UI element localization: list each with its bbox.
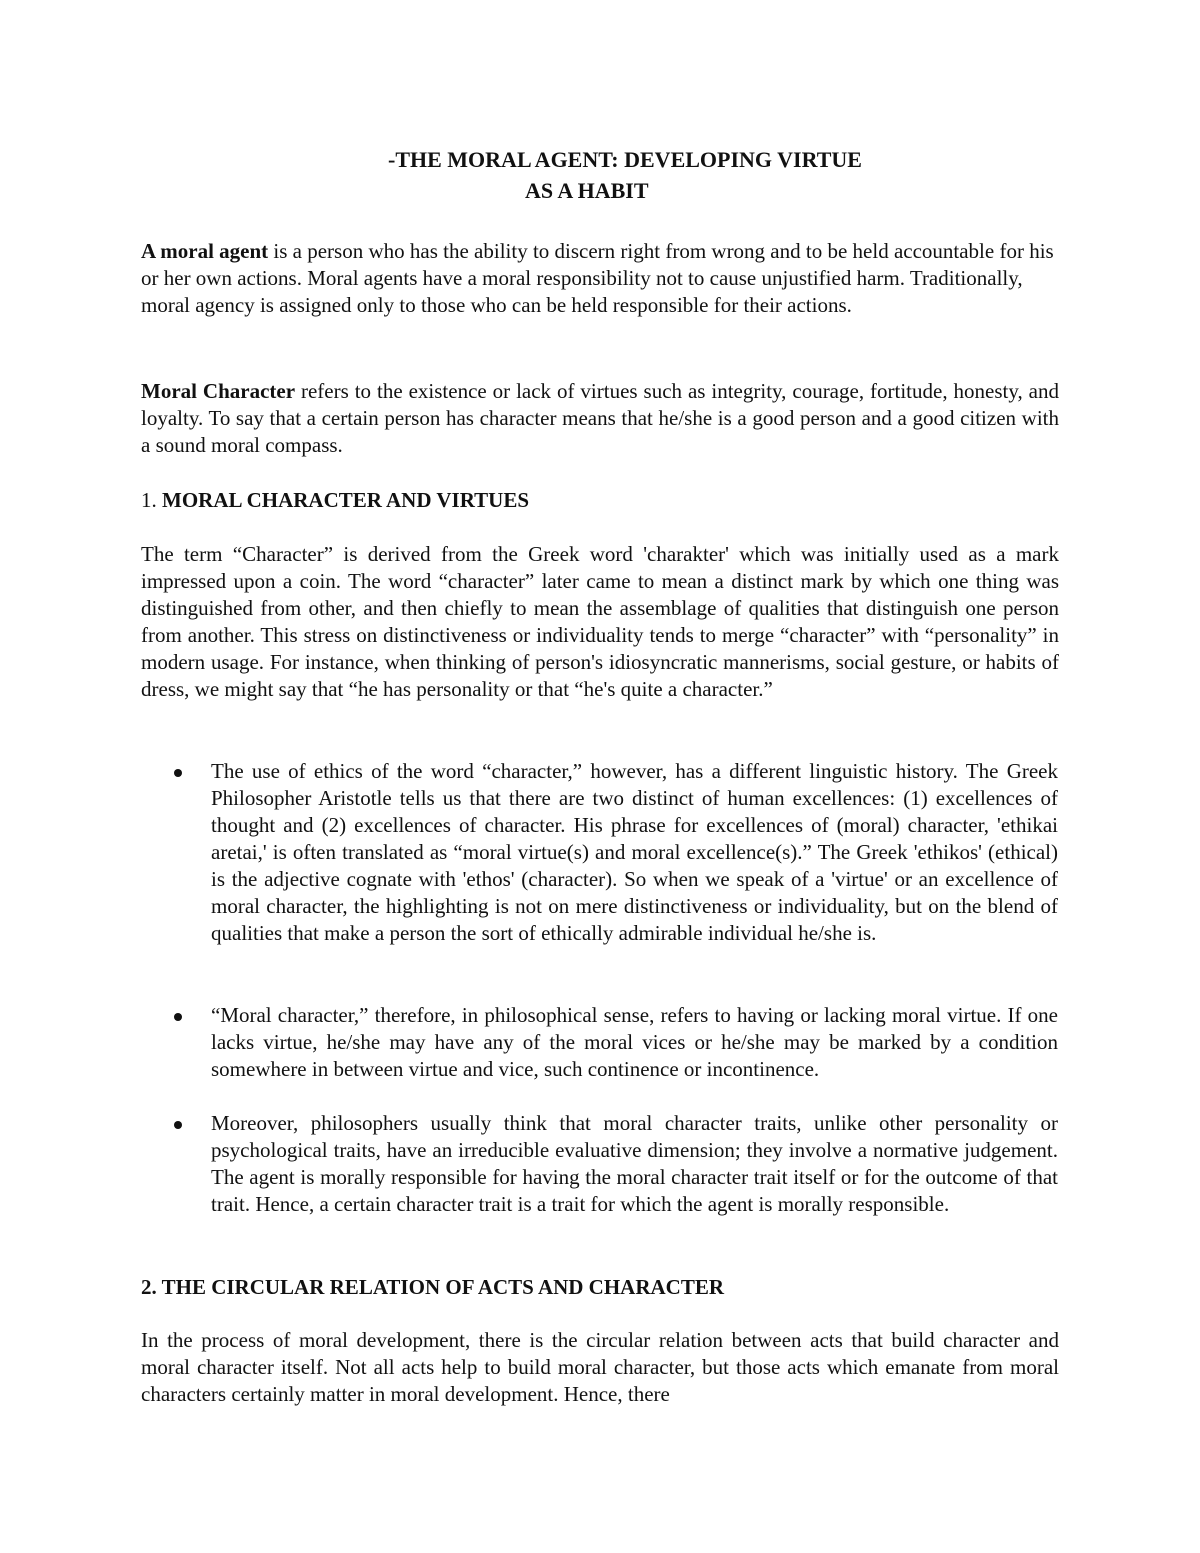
moral-character-paragraph <box>141 378 1059 459</box>
intro-term: A moral agent <box>141 239 269 263</box>
list-item <box>211 1002 1058 1083</box>
intro-paragraph <box>141 238 1059 319</box>
document-title-line-2: AS A HABIT <box>525 178 649 203</box>
section-1-heading-text: MORAL CHARACTER AND VIRTUES <box>162 488 530 512</box>
moral-character-term: Moral Character <box>141 379 296 403</box>
section-1-heading <box>141 487 529 514</box>
list-item-text: The use of ethics of the word “character,” however, has a different linguistic history. The Greek Philosopher Aristotle tells us that there are two distinct of human excellences: (1) excellences of thought and (2) excellences of character. His phrase for excellences of (moral) character, 'ethikai aretai,' is often translated as “moral virtue(s) and moral excellence(s).” The Greek 'ethikos' (ethical) is the adjective cognate with 'ethos' (character). So when we speak of a 'virtue' or an excellence of moral character, the highlighting is not on mere distinctiveness or individuality, but on the blend of qualities that make a person the sort of ethically admirable individual he/she is. <box>211 759 1058 945</box>
section-2-heading: 2. THE CIRCULAR RELATION OF ACTS AND CHARACTER <box>141 1275 725 1299</box>
list-item-text: “Moral character,” therefore, in philosophical sense, refers to having or lacking moral virtue. If one lacks virtue, he/she may have any of the moral vices or he/she may be marked by a condition somewhere in between virtue and vice, such continence or incontinence. <box>211 1003 1058 1081</box>
document-title-line-1: -THE MORAL AGENT: DEVELOPING VIRTUE <box>388 147 862 172</box>
list-item <box>211 758 1058 947</box>
bullet-icon <box>174 1121 182 1129</box>
intro-text: is a person who has the ability to discern right from wrong and to be held accountable for his or her own actions. Moral agents have a moral responsibility not to cause unjustified harm. Traditionally, moral agency is assigned only to those who can be held responsible for their actions. <box>141 239 1054 317</box>
section-1-number: 1. <box>141 488 162 512</box>
bullet-icon <box>174 769 182 777</box>
list-item <box>211 1110 1058 1218</box>
section-1-paragraph: The term “Character” is derived from the Greek word 'charakter' which was initially used as a mark impressed upon a coin. The word “character” later came to mean a distinct mark by which one thing was distinguished from other, and then chiefly to mean the assemblage of qualities that distinguish one person from another. This stress on distinctiveness or individuality tends to merge “character” with “personality” in modern usage. For instance, when thinking of person's idiosyncratic mannerisms, social gesture, or habits of dress, we might say that “he has personality or that “he's quite a character.” <box>141 542 1059 701</box>
bullet-icon <box>174 1013 182 1021</box>
list-item-text: Moreover, philosophers usually think that moral character traits, unlike other personality or psychological traits, have an irreducible evaluative dimension; they involve a normative judgement. The agent is morally responsible for having the moral character trait itself or for the outcome of that trait. Hence, a certain character trait is a trait for which the agent is morally responsible. <box>211 1111 1058 1216</box>
section-2-paragraph: In the process of moral development, there is the circular relation between acts that build character and moral character itself. Not all acts help to build moral character, but those acts which emanate from moral characters certainly matter in moral development. Hence, there <box>141 1328 1059 1406</box>
moral-character-text: refers to the existence or lack of virtues such as integrity, courage, fortitude, honesty, and loyalty. To say that a certain person has character means that he/she is a good person and a good citizen with a sound moral compass. <box>141 379 1059 457</box>
